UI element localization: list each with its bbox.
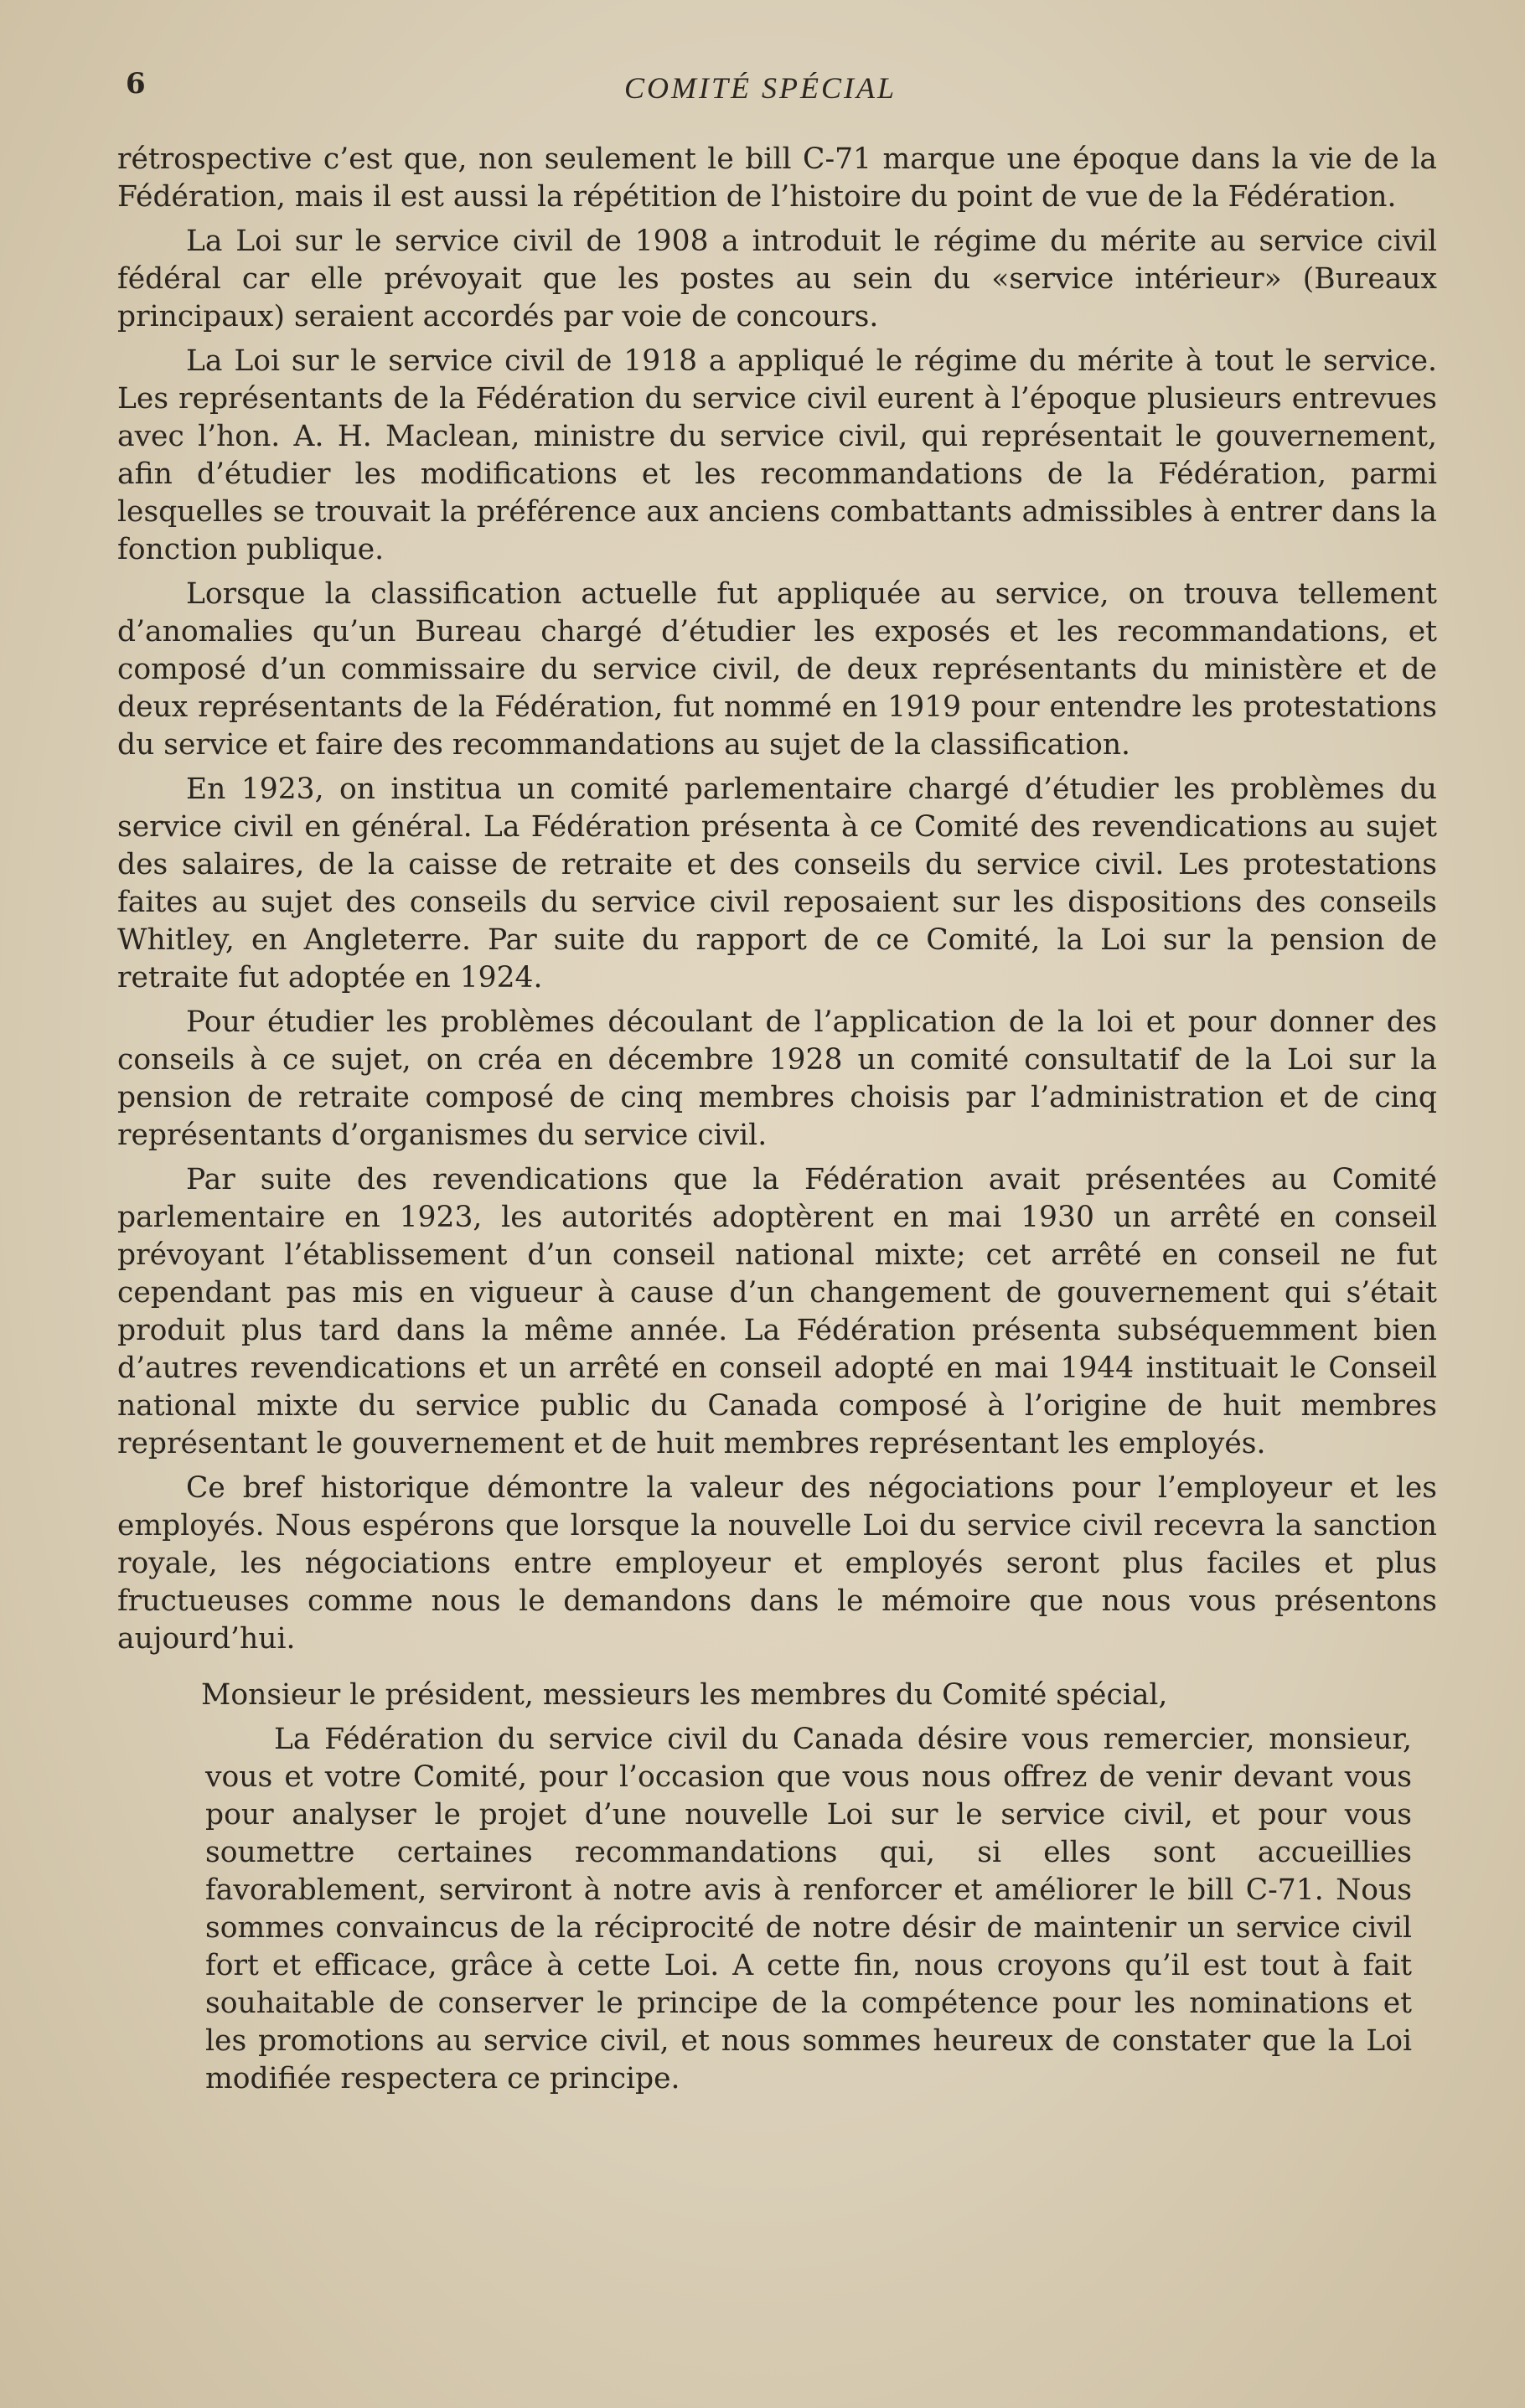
paragraph: Par suite des revendications que la Fédération avait présentées au Comité parlementaire en 1923, les autorités adoptèrent en mai 1930 un arrêté en conseil prévoyant l’établissement d’un conseil national mixte; cet arrêté en conseil ne fut cependant pas mis en vigueur à cause d’un changement de gouvernement qui s’était produit plus tard dans la même année. La Fédération présenta subséquemment bien d’autres revendications et un arrêté en conseil adopté en mai 1944 instituait le Conseil national mixte du service public du Canada composé à l’origine de huit membres représentant le gouvernement et de huit membres représentant les employés. (117, 1163, 1437, 1460)
paragraph: Pour étudier les problèmes découlant de l’application de la loi et pour donner des conseils à ce sujet, on créa en décembre 1928 un comité consultatif de la Loi sur la pension de retraite composé de cinq membres choisis par l’administration et de cinq représentants d’organismes du service civil. (117, 1005, 1437, 1152)
paragraph: En 1923, on institua un comité parlementaire chargé d’étudier les problèmes du service civil en général. La Fédération présenta à ce Comité des revendications au sujet des salaires, de la caisse de retraite et des conseils du service civil. Les protestations faites au sujet des conseils du service civil reposaient sur les dispositions des conseils Whitley, en Angleterre. Par suite du rapport de ce Comité, la Loi sur la pension de retraite fut adoptée en 1924. (117, 773, 1437, 995)
page-number: 6 (126, 67, 146, 101)
body-text (117, 141, 1437, 2105)
page-header (126, 67, 1433, 117)
paragraph: La Loi sur le service civil de 1918 a appliqué le régime du mérite à tout le service. Les représentants de la Fédération du service civil eurent à l’époque plusieurs entrevues avec l’hon. A. H. Maclean, ministre du service civil, qui représentait le gouvernement, afin d’étudier les modifications et les recommandations de la Fédération, parmi lesquelles se trouvait la préférence aux anciens combattants admissibles à entrer dans la fonction publique. (117, 344, 1437, 566)
salutation: Monsieur le président, messieurs les membres du Comité spécial, (201, 1678, 1168, 1712)
paragraph: La Loi sur le service civil de 1908 a introduit le régime du mérite au service civil fédéral car elle prévoyait que les postes au sein du «service intérieur» (Bureaux principaux) seraient accordés par voie de concours. (117, 225, 1437, 333)
running-title: COMITÉ SPÉCIAL (624, 71, 897, 105)
paragraph-continued: rétrospective c’est que, non seulement le bill C-71 marque une époque dans la vie de la Fédération, mais il est aussi la répétition de l’histoire du point de vue de la Fédération. (117, 142, 1437, 214)
paragraph: Lorsque la classification actuelle fut appliquée au service, on trouva tellement d’anomalies qu’un Bureau chargé d’étudier les exposés et les recommandations, et composé d’un commissaire du service civil, de deux représentants du ministère et de deux représentants de la Fédération, fut nommé en 1919 pour entendre les protestations du service et faire des recommandations au sujet de la classification. (117, 577, 1437, 762)
letter-paragraph: La Fédération du service civil du Canada désire vous remercier, monsieur, vous et votre Comité, pour l’occasion que vous nous offrez de venir devant vous pour analyser le projet d’une nouvelle Loi sur le service civil, et pour vous soumettre certaines recommandations qui, si elles sont accueillies favorablement, serviront à notre avis à renforcer et améliorer le bill C-71. Nous sommes convaincus de la réciprocité de notre désir de maintenir un service civil fort et efficace, grâce à cette Loi. A cette fin, nous croyons qu’il est tout à fait souhaitable de conserver le principe de la compétence pour les nominations et les promotions au service civil, et nous sommes heureux de constater que la Loi modifiée respectera ce principe. (205, 1723, 1412, 2095)
letter-block (205, 1721, 1412, 2098)
paragraph: Ce bref historique démontre la valeur des négociations pour l’employeur et les employés. Nous espérons que lorsque la nouvelle Loi du service civil recevra la sanction royale, les négociations entre employeur et employés seront plus faciles et plus fructueuses comme nous le demandons dans le mémoire que nous vous présentons aujourd’hui. (117, 1471, 1437, 1656)
